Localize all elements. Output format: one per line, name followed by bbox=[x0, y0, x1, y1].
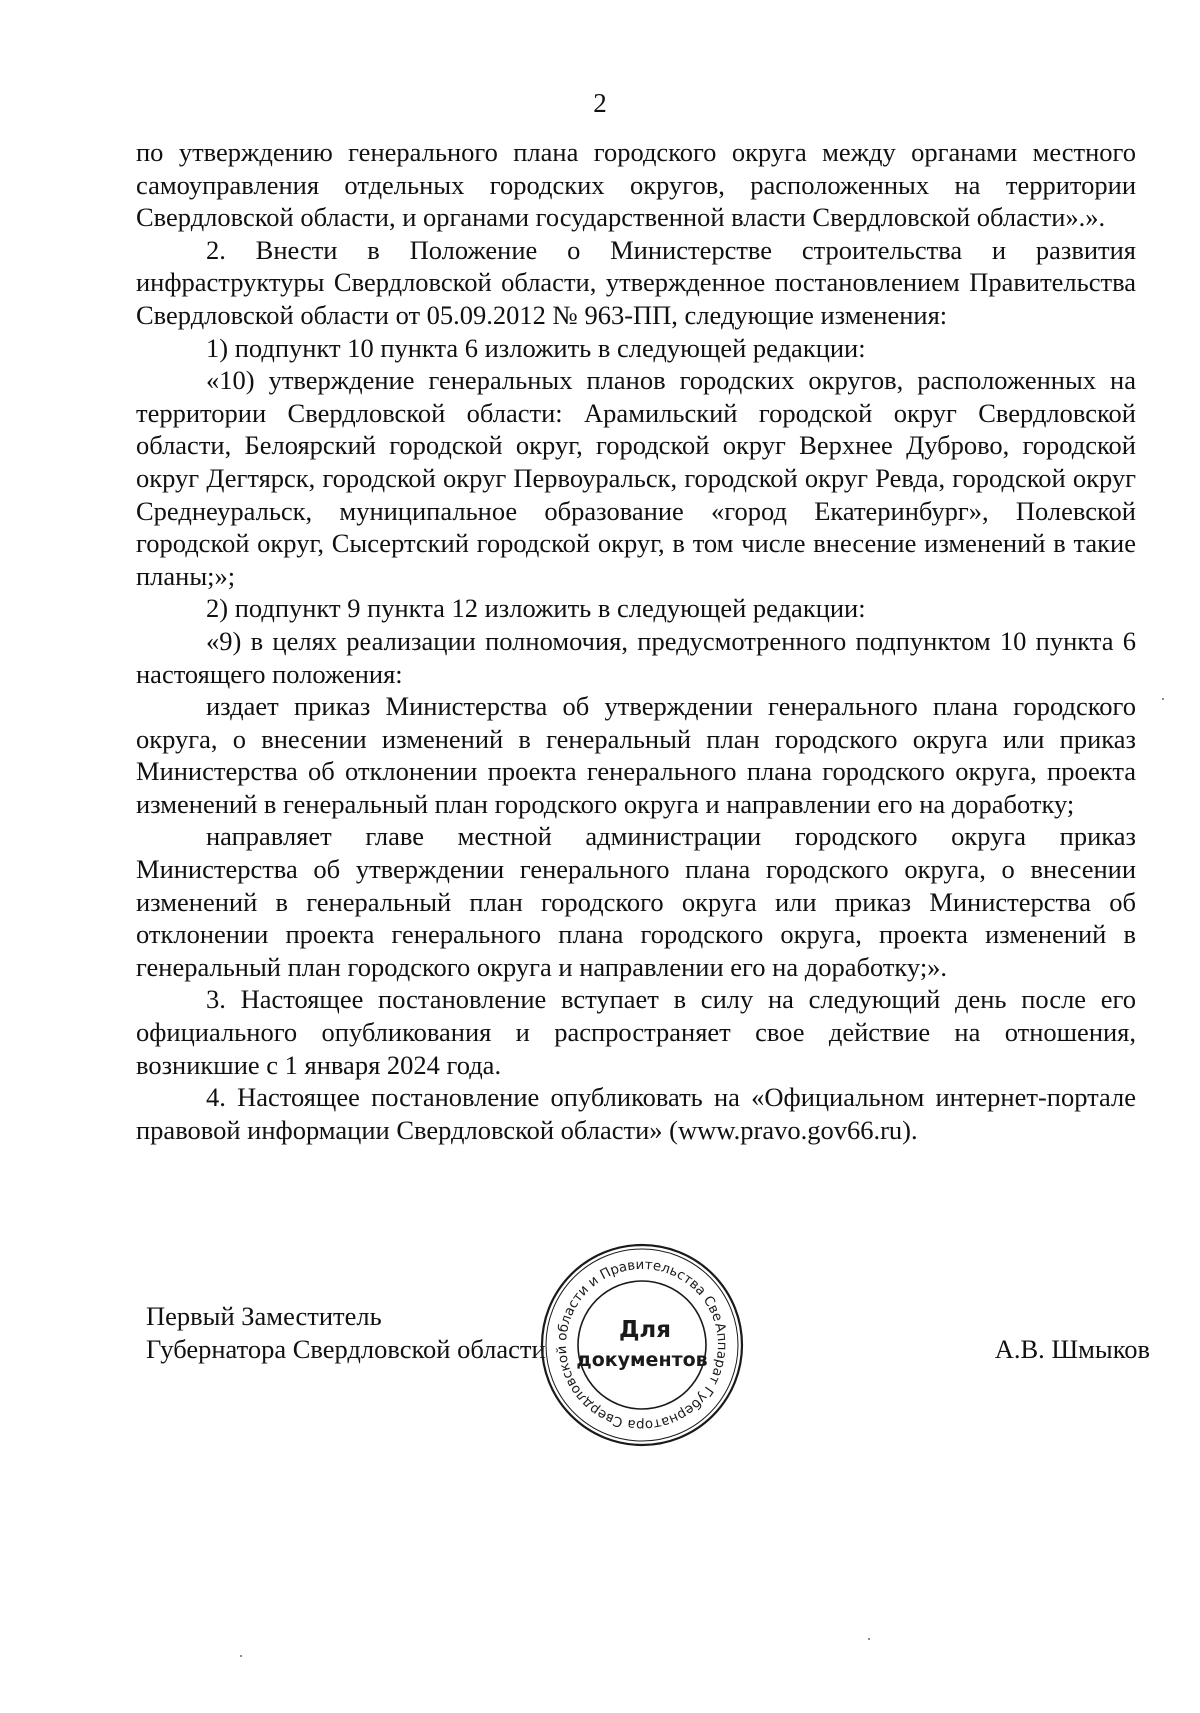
paragraph-item-3: 3. Настоящее постановление вступает в силу на следующий день после его официального опубликования и распространяет свое действие на отношения, возникшие с 1 января 2024 года. bbox=[136, 984, 1136, 1080]
stamp-center-line1: Для bbox=[618, 1317, 672, 1343]
stamp-outer-ring-inner bbox=[546, 1249, 738, 1441]
stamp-ring-text bbox=[537, 1240, 747, 1450]
paragraph-subitem-2: 2) подпункт 9 пункта 12 изложить в следующей редакции: bbox=[206, 593, 866, 624]
signature-position-line1: Первый Заместитель bbox=[146, 1301, 382, 1331]
stamp-outer-ring bbox=[542, 1245, 742, 1445]
paragraph-issues-order: издает приказ Министерства об утверждении генерального плана городского округа, о внесении изменений в генеральный план городского округа или приказ Министерства об отклонении проекта генерального плана городского округа, проекта изменений в генеральный план городского округа и направлении его на доработку; bbox=[136, 691, 1136, 819]
scan-speck bbox=[868, 1638, 870, 1640]
scan-speck bbox=[240, 1655, 242, 1657]
official-stamp bbox=[537, 1240, 747, 1450]
paragraph-quote-9: «9) в целях реализации полномочия, предусмотренного подпунктом 10 пункта 6 настоящего положения: bbox=[136, 625, 1136, 689]
scan-speck bbox=[1162, 698, 1164, 700]
paragraph-continuation: по утверждению генерального плана городского округа между органами местного самоуправления отдельных городских округов, расположенных на территории Свердловской области, и органами государственной власти Свердловской области».». bbox=[136, 137, 1136, 233]
paragraph-item-4: 4. Настоящее постановление опубликовать на «Официальном интернет-портале правовой информации Свердловской области» (www.pravo.gov66.ru). bbox=[136, 1082, 1136, 1145]
signatory-name: А.В. Шмыков bbox=[994, 1334, 1150, 1364]
stamp-ring-textpath: Аппарат Губернатора Свердловской области и Правительства Свердловской bbox=[554, 1257, 730, 1433]
stamp-inner-ring bbox=[578, 1281, 706, 1409]
paragraph-subitem-1: 1) подпункт 10 пункта 6 изложить в следующей редакции: bbox=[206, 332, 866, 363]
paragraph-sends-order: направляет главе местной администрации городского округа приказ Министерства об утверждении генерального плана городского округа, о внесении изменений в генеральный план городского округа или приказ Министерства об отклонении проекта генерального плана городского округа, проекта изменений в генеральный план городского округа и направлении его на доработку;». bbox=[136, 821, 1136, 982]
paragraph-quote-10: «10) утверждение генеральных планов городских округов, расположенных на территории Свердловской области: Арамильский городской округ Свердловской области, Белоярский городской округ, городской округ Верхнее Дуброво, городской округ Дегтярск, городской округ Первоуральск, городской округ Ревда, городской округ Среднеуральск, муниципальное образование «город Екатеринбург», Полевской городской округ, Сысертский городской округ, в том числе внесение изменений в такие планы;»; bbox=[136, 365, 1136, 591]
stamp-center-line2: документов bbox=[576, 1349, 708, 1371]
document-body bbox=[136, 136, 1136, 1146]
page-number: 2 bbox=[593, 88, 607, 118]
paragraph-item-2: 2. Внести в Положение о Министерстве строительства и развития инфраструктуры Свердловской области, утвержденное постановлением Правительства Свердловской области от 05.09.2012 № 963-ПП, следующие изменения: bbox=[136, 234, 1136, 330]
signature-position-line2: Губернатора Свердловской области bbox=[146, 1333, 546, 1364]
